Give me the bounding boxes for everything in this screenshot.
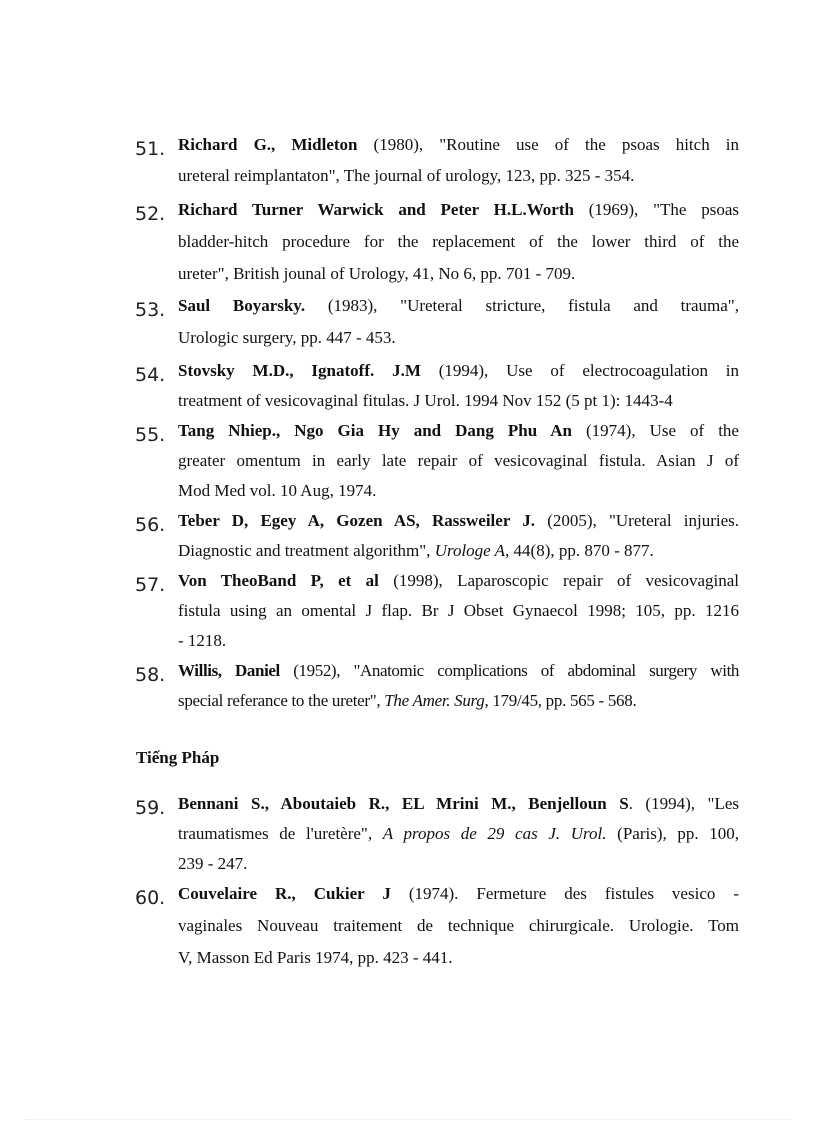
section-heading: Tiếng Pháp xyxy=(136,748,220,767)
reference-line: ureter", British jounal of Urology, 41, No 6, pp. 701 - 709. xyxy=(178,264,576,283)
reference-number: 60. xyxy=(135,887,166,909)
reference-line: Teber D, Egey A, Gozen AS, Rassweiler J. (2005), "Ureteral injuries. xyxy=(178,511,739,530)
reference-line: Saul Boyarsky. (1983), "Ureteral stricture, fistula and trauma", xyxy=(178,296,739,315)
reference-line: greater omentum in early late repair of vesicovaginal fistula. Asian J of xyxy=(178,451,739,470)
reference-line: Richard G., Midleton (1980), "Routine use of the psoas hitch in xyxy=(178,135,739,154)
reference-number: 53. xyxy=(135,299,166,321)
reference-line: - 1218. xyxy=(178,631,227,650)
reference-line: ureteral reimplantaton", The journal of urology, 123, pp. 325 - 354. xyxy=(178,166,635,185)
reference-number: 59. xyxy=(135,797,166,819)
reference-line: Mod Med vol. 10 Aug, 1974. xyxy=(178,481,377,500)
reference-line: Urologic surgery, pp. 447 - 453. xyxy=(178,328,396,347)
reference-number: 57. xyxy=(135,574,166,596)
reference-number: 52. xyxy=(135,203,166,225)
reference-line: Couvelaire R., Cukier J (1974). Fermeture des fistules vesico - xyxy=(178,884,739,903)
reference-number: 56. xyxy=(135,514,166,536)
reference-line: Bennani S., Aboutaieb R., EL Mrini M., Benjelloun S. (1994), "Les xyxy=(178,794,740,813)
reference-line: 239 - 247. xyxy=(178,854,248,873)
reference-line: Diagnostic and treatment algorithm", Urologe A, 44(8), pp. 870 - 877. xyxy=(178,541,654,560)
reference-number: 54. xyxy=(135,364,166,386)
reference-line: Richard Turner Warwick and Peter H.L.Worth (1969), "The psoas xyxy=(178,200,739,219)
page-bottom-border xyxy=(24,1119,792,1120)
reference-line: fistula using an omental J flap. Br J Obset Gynaecol 1998; 105, pp. 1216 xyxy=(178,601,739,620)
reference-line: special referance to the ureter", The Amer. Surg, 179/45, pp. 565 - 568. xyxy=(178,691,637,710)
reference-line: V, Masson Ed Paris 1974, pp. 423 - 441. xyxy=(178,948,453,967)
reference-number: 51. xyxy=(135,138,166,160)
reference-line: traumatismes de l'uretère", A propos de 29 cas J. Urol. (Paris), pp. 100, xyxy=(178,824,739,843)
reference-line: Von TheoBand P, et al (1998), Laparoscopic repair of vesicovaginal xyxy=(178,571,739,590)
reference-line: Tang Nhiep., Ngo Gia Hy and Dang Phu An (1974), Use of the xyxy=(178,421,739,440)
reference-line: Willis, Daniel (1952), "Anatomic complications of abdominal surgery with xyxy=(178,661,739,680)
reference-line: bladder-hitch procedure for the replacement of the lower third of the xyxy=(178,232,739,251)
reference-line: vaginales Nouveau traitement de technique chirurgicale. Urologie. Tom xyxy=(178,916,739,935)
reference-number: 58. xyxy=(135,664,166,686)
reference-number: 55. xyxy=(135,424,166,446)
reference-line: Stovsky M.D., Ignatoff. J.M (1994), Use of electrocoagulation in xyxy=(178,361,739,380)
reference-line: treatment of vesicovaginal fitulas. J Urol. 1994 Nov 152 (5 pt 1): 1443-4 xyxy=(178,391,673,410)
